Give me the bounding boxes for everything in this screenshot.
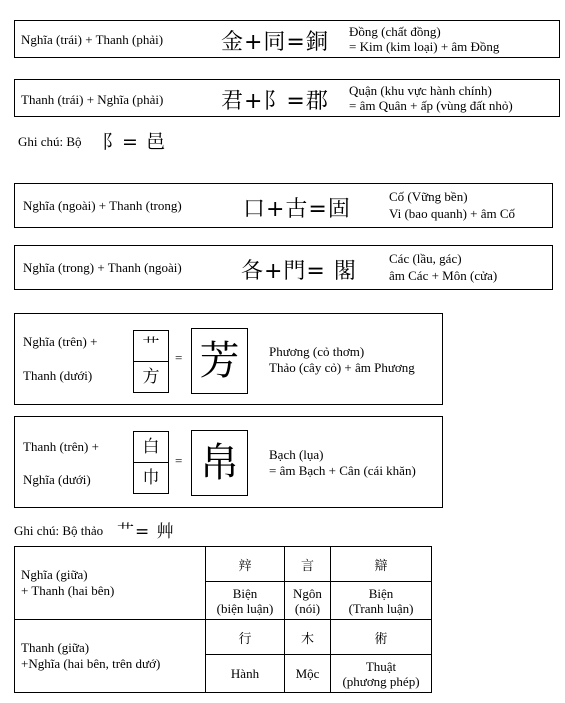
row-label: Nghĩa (trong) + Thanh (ngoài) [23, 260, 182, 275]
row-left-right-sound [14, 79, 560, 117]
meaning-cell [331, 655, 432, 693]
character-cell: 辡 [206, 547, 285, 582]
meaning-line: (phương phép) [342, 673, 420, 689]
row-label-1: Thanh (giữa) [21, 640, 90, 655]
table-row [15, 620, 432, 655]
component-top: 艹 [133, 330, 169, 362]
row-label-2: Nghĩa (dưới) [23, 472, 91, 487]
note-radical: Ghi chú: Bộ [18, 134, 82, 149]
description-line-1: Đồng (chất đồng) [349, 24, 441, 39]
description-line-1: Cố (Vững bền) [389, 189, 468, 204]
character-formula: 各+門= 閣 [241, 259, 357, 284]
middle-sides-table [14, 546, 432, 693]
row-label: Nghĩa (ngoài) + Thanh (trong) [23, 198, 182, 213]
character-cell: 木 [285, 620, 331, 655]
row-label: Thanh (trái) + Nghĩa (phải) [21, 92, 164, 107]
equals-sign: = [175, 350, 183, 365]
character-cell: 術 [331, 620, 432, 655]
meaning-line: (biện luận) [216, 600, 274, 616]
meaning-line: Thuật [365, 658, 397, 674]
row-label-cell [15, 547, 206, 620]
row-label-2: + Thanh (hai bên) [21, 583, 115, 598]
row-label-1: Nghĩa (giữa) [21, 567, 88, 582]
result-character: 芳 [191, 328, 248, 394]
equals-sign: = [175, 453, 183, 468]
meaning-cell [285, 582, 331, 620]
meaning-line: Ngôn [293, 585, 322, 601]
component-top: 白 [133, 431, 169, 463]
component-bottom: 方 [133, 361, 169, 393]
row-top-bottom-meaning [14, 313, 443, 405]
description-line-2: âm Các + Môn (cửa) [389, 268, 498, 283]
description-line-2: Vi (bao quanh) + âm Cố [389, 206, 516, 221]
row-top-bottom-sound [14, 416, 443, 508]
character-cell: 辯 [331, 547, 432, 582]
row-label-1: Thanh (trên) + [23, 439, 99, 454]
character-formula: 金+同=銅 [221, 30, 329, 55]
meaning-line: (nói) [294, 600, 321, 616]
note-grass-formula: 艹= 艸 [117, 522, 175, 542]
row-label-2: Thanh (dưới) [23, 368, 93, 383]
description-line-2: = Kim (kim loại) + âm Đồng [349, 39, 500, 54]
meaning-cell: Hành [206, 655, 285, 693]
description-line-1: Quận (khu vực hành chính) [349, 83, 492, 98]
character-formula: 口+古=固 [243, 197, 351, 222]
row-label-1: Nghĩa (trên) + [23, 334, 98, 349]
row-outside-inside [14, 183, 553, 228]
meaning-line: Biện [232, 585, 258, 601]
row-label-2: +Nghĩa (hai bên, trên dướ) [21, 656, 161, 671]
row-label: Nghĩa (trái) + Thanh (phải) [21, 32, 164, 47]
meaning-line: (Tranh luận) [348, 600, 414, 616]
meaning-cell [331, 582, 432, 620]
character-cell: 行 [206, 620, 285, 655]
character-formula: 君+阝=郡 [221, 89, 329, 114]
description-line-2: Thảo (cây cỏ) + âm Phương [269, 360, 415, 375]
note-grass-radical: Ghi chú: Bộ thảo [14, 523, 104, 538]
meaning-cell [206, 582, 285, 620]
meaning-line: Biện [368, 585, 394, 601]
row-label-cell [15, 620, 206, 693]
row-left-right-meaning [14, 20, 560, 58]
meaning-cell: Mộc [285, 655, 331, 693]
component-bottom: 巾 [133, 462, 169, 494]
row-inside-outside [14, 245, 553, 290]
result-character: 帛 [191, 430, 248, 496]
description-line-1: Bạch (lụa) [269, 447, 324, 462]
character-cell: 言 [285, 547, 331, 582]
table-row [15, 547, 432, 582]
description-line-1: Các (lầu, gác) [389, 251, 462, 266]
description-line-1: Phương (cỏ thơm) [269, 344, 365, 359]
description-line-2: = âm Quân + ấp (vùng đất nhỏ) [349, 98, 513, 113]
note-radical-formula: 阝= 邑 [102, 131, 166, 153]
description-line-2: = âm Bạch + Cân (cái khăn) [269, 463, 416, 478]
